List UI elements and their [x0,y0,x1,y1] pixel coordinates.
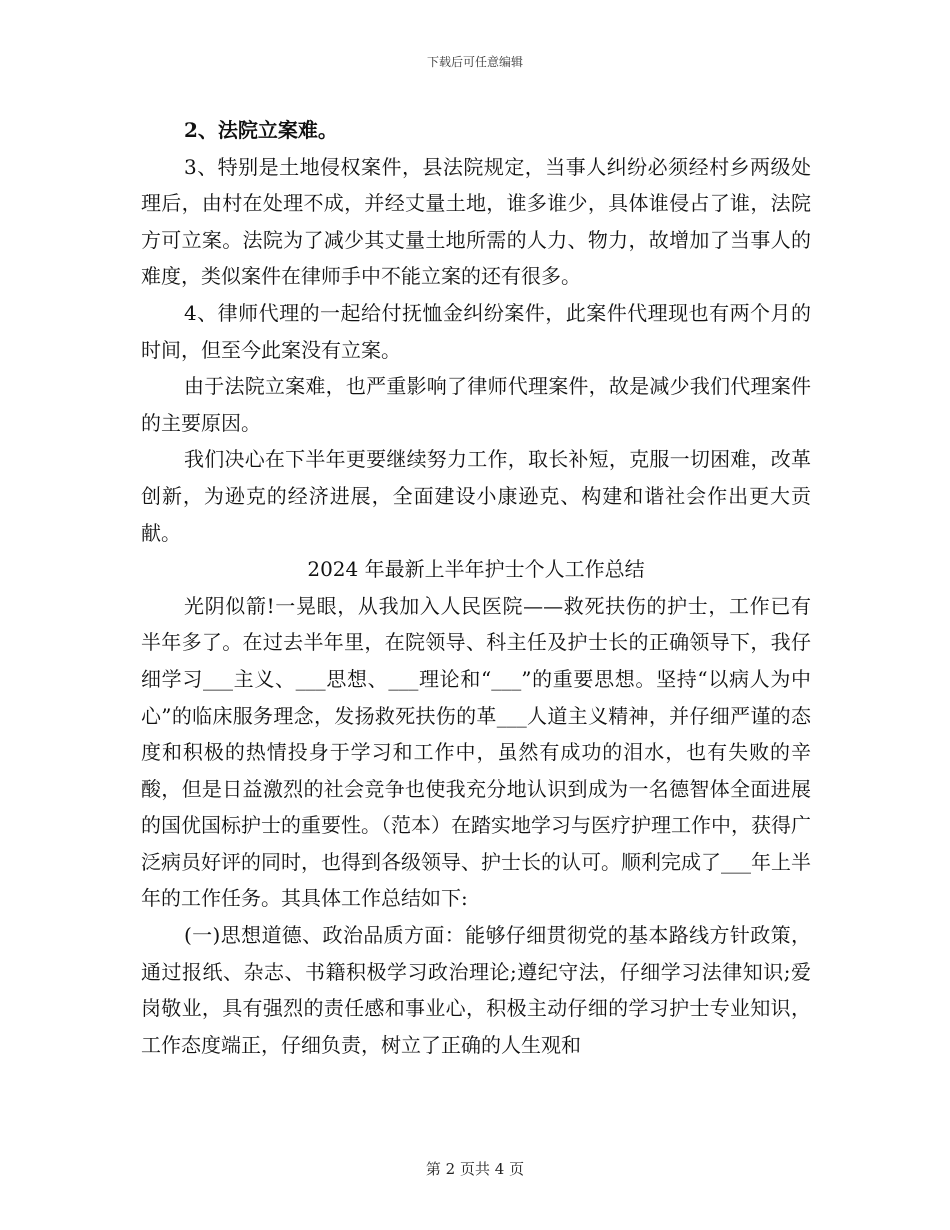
document-body [141,112,811,1063]
section-heading: 2、法院立案难。 [184,118,338,142]
paragraph: 4、律师代理的一起给付抚恤金纠纷案件，此案件代理现也有两个月的时间，但至今此案没有立案。 [141,300,811,362]
page-footer: 第 2 页共 4 页 [425,1160,525,1178]
page-header: 下载后可任意编辑 [426,55,523,69]
paragraph: 我们决心在下半年更要继续努力工作，取长补短，克服一切困难，改革创新，为逊克的经济进展，全面建设小康逊克、构建和谐社会作出更大贡献。 [141,447,811,545]
document-title: 2024 年最新上半年护士个人工作总结 [307,557,645,582]
paragraph: 光阴似箭!一晃眼，从我加入人民医院——救死扶伤的护士，工作已有半年多了。在过去半年里，在院领导、科主任及护士长的正确领导下，我仔细学习___主义、___思想、___理论和“___”的重要思想。坚持“以病人为中心”的临床服务理念，发扬救死扶伤的革___人道主义精神，并仔细严谨的态度和积极的热情投身于学习和工作中，虽然有成功的泪水，也有失败的辛酸，但是日益激烈的社会竞争也使我充分地认识到成为一名德智体全面进展的国优国标护士的重要性。（范本）在踏实地学习与医疗护理工作中，获得广泛病员好评的同时，也得到各级领导、护士长的认可。顺利完成了___年上半年的工作任务。其具体工作总结如下: [141,593,811,911]
paragraph: (一)思想道德、政治品质方面：能够仔细贯彻党的基本路线方针政策，通过报纸、杂志、书籍积极学习政治理论;遵纪守法，仔细学习法律知识;爱岗敬业，具有强烈的责任感和事业心，积极主动仔细的学习护士专业知识，工作态度端正，仔细负责，树立了正确的人生观和 [141,923,811,1057]
paragraph: 3、特别是土地侵权案件，县法院规定，当事人纠纷必须经村乡两级处理后，由村在处理不成，并经丈量土地，谁多谁少，具体谁侵占了谁，法院方可立案。法院为了减少其丈量土地所需的人力、物力，故增加了当事人的难度，类似案件在律师手中不能立案的还有很多。 [141,154,811,289]
paragraph: 由于法院立案难，也严重影响了律师代理案件，故是减少我们代理案件的主要原因。 [141,374,811,435]
